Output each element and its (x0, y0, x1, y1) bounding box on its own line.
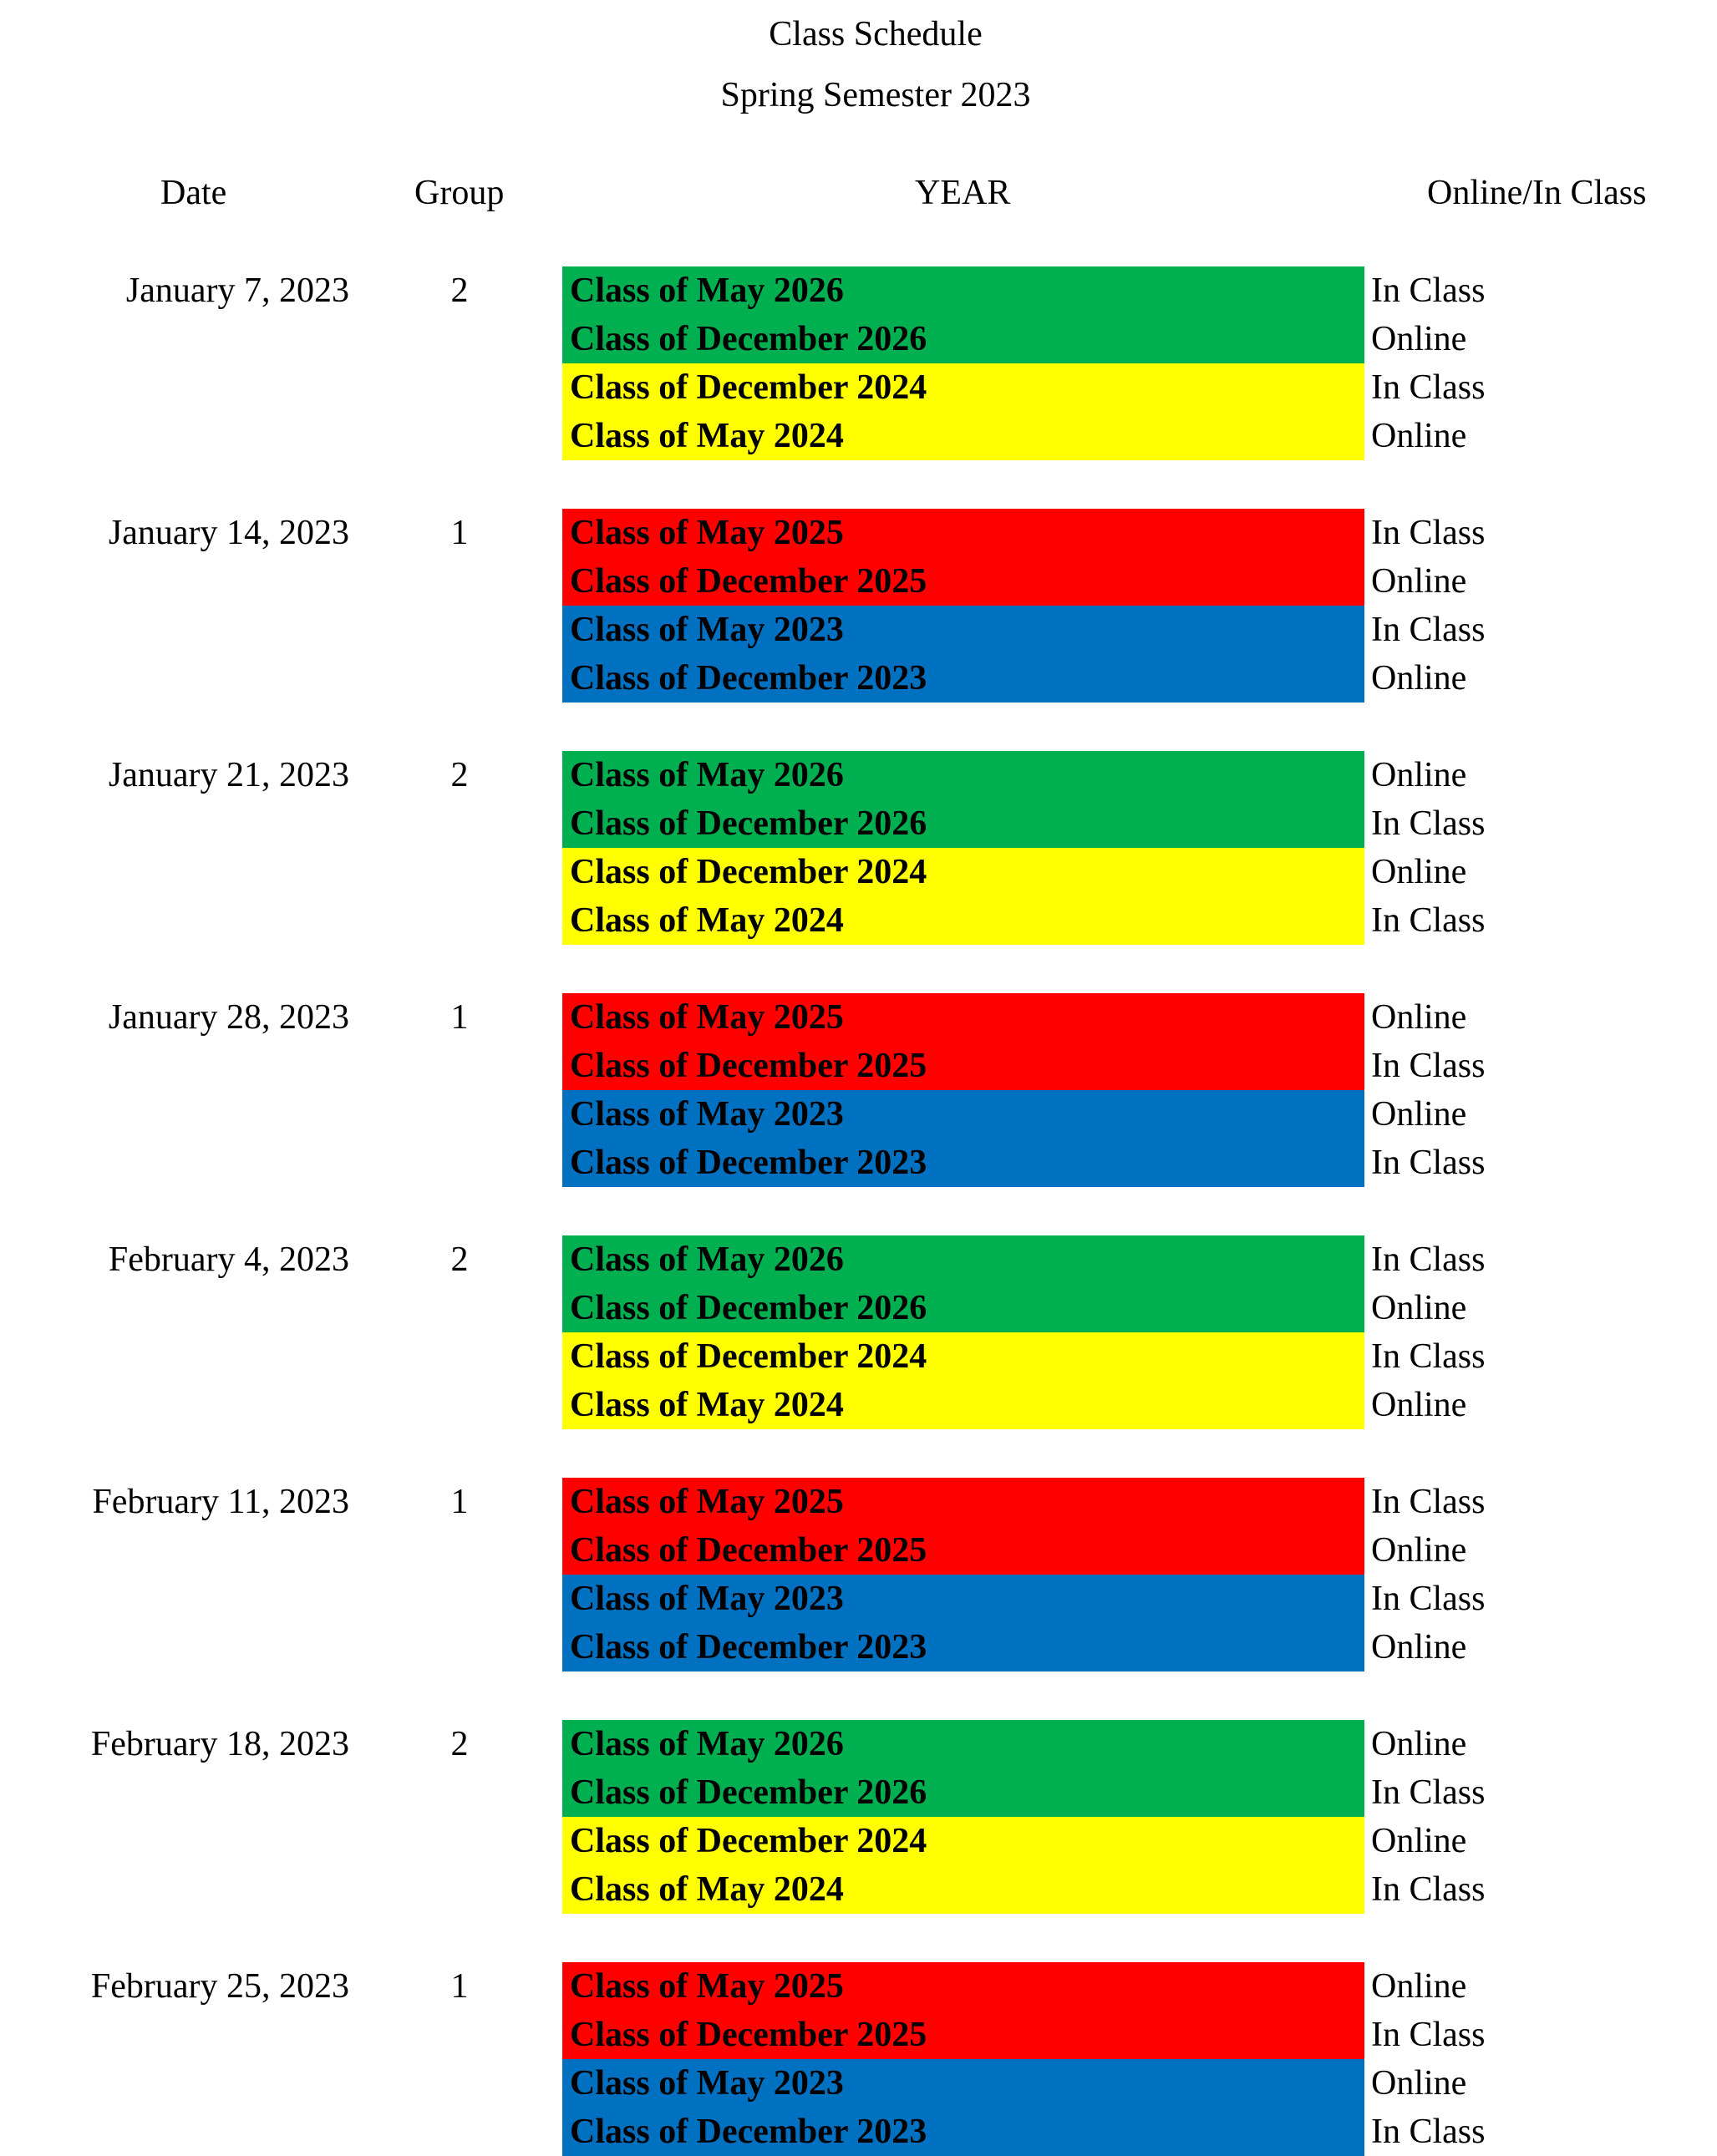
group-cell: 2 (450, 271, 469, 310)
table-row (562, 1478, 1717, 1526)
group-cell: 1 (450, 514, 469, 552)
group-cell: 2 (450, 1240, 469, 1279)
table-row (562, 993, 1717, 1042)
date-cell: February 25, 2023 (90, 1967, 349, 2006)
table-row (562, 606, 1717, 654)
table-row (562, 1381, 1717, 1429)
year-rows (562, 1478, 1717, 1672)
table-row (562, 1768, 1717, 1817)
year-rows (562, 509, 1717, 703)
mode-cell: Online (1371, 1095, 1467, 1134)
schedule-block (0, 1962, 1717, 2156)
year-cell: Class of May 2026 (562, 266, 1364, 315)
year-cell: Class of December 2023 (562, 654, 1364, 703)
year-cell: Class of May 2026 (562, 751, 1364, 799)
table-row (562, 1623, 1717, 1672)
table-row (562, 1575, 1717, 1623)
table-row (562, 557, 1717, 606)
year-cell: Class of December 2024 (562, 363, 1364, 412)
table-row (562, 1235, 1717, 1284)
year-cell: Class of December 2024 (562, 848, 1364, 896)
mode-cell: In Class (1371, 1144, 1486, 1182)
mode-cell: Online (1371, 1531, 1467, 1570)
year-cell: Class of May 2025 (562, 1478, 1364, 1526)
page-subtitle: Spring Semester 2023 (720, 76, 1031, 114)
year-cell: Class of May 2024 (562, 412, 1364, 460)
year-cell: Class of December 2023 (562, 1139, 1364, 1187)
table-row (562, 1865, 1717, 1914)
mode-cell: Online (1371, 562, 1467, 601)
date-cell: January 7, 2023 (125, 271, 349, 310)
mode-cell: Online (1371, 853, 1467, 891)
year-cell: Class of May 2025 (562, 509, 1364, 557)
table-row (562, 799, 1717, 848)
year-cell: Class of May 2023 (562, 606, 1364, 654)
mode-cell: Online (1371, 1822, 1467, 1860)
year-cell: Class of December 2025 (562, 557, 1364, 606)
year-cell: Class of December 2025 (562, 2011, 1364, 2059)
year-cell: Class of December 2024 (562, 1817, 1364, 1865)
mode-cell: Online (1371, 1289, 1467, 1327)
table-row (562, 2011, 1717, 2059)
header-date: Date (160, 174, 227, 212)
mode-cell: In Class (1371, 611, 1486, 649)
schedule-block (0, 266, 1717, 460)
mode-cell: In Class (1371, 1870, 1486, 1909)
table-row (562, 1962, 1717, 2011)
year-rows (562, 1720, 1717, 1914)
year-cell: Class of May 2024 (562, 1381, 1364, 1429)
mode-cell: Online (1371, 1386, 1467, 1424)
table-row (562, 1332, 1717, 1381)
header-group: Group (414, 174, 505, 212)
year-rows (562, 1962, 1717, 2156)
schedule-block (0, 751, 1717, 945)
year-cell: Class of May 2025 (562, 993, 1364, 1042)
mode-cell: Online (1371, 1725, 1467, 1763)
year-cell: Class of May 2024 (562, 1865, 1364, 1914)
table-row (562, 1139, 1717, 1187)
date-cell: January 21, 2023 (108, 756, 349, 794)
year-cell: Class of May 2026 (562, 1235, 1364, 1284)
schedule-block (0, 1235, 1717, 1429)
mode-cell: In Class (1371, 271, 1486, 310)
year-cell: Class of December 2025 (562, 1042, 1364, 1090)
date-cell: January 28, 2023 (108, 998, 349, 1037)
group-cell: 1 (450, 1967, 469, 2006)
group-cell: 2 (450, 756, 469, 794)
table-row (562, 1720, 1717, 1768)
year-cell: Class of December 2023 (562, 1623, 1364, 1672)
table-row (562, 363, 1717, 412)
date-cell: February 11, 2023 (92, 1483, 349, 1521)
year-rows (562, 1235, 1717, 1429)
mode-cell: Online (1371, 659, 1467, 698)
table-row (562, 509, 1717, 557)
mode-cell: In Class (1371, 1047, 1486, 1085)
table-row (562, 2059, 1717, 2108)
schedule-block (0, 1720, 1717, 1914)
table-row (562, 412, 1717, 460)
header-mode: Online/In Class (1427, 174, 1647, 212)
schedule-block (0, 993, 1717, 1187)
schedule-block (0, 509, 1717, 703)
year-cell: Class of May 2024 (562, 896, 1364, 945)
table-row (562, 896, 1717, 945)
year-cell: Class of December 2025 (562, 1526, 1364, 1575)
year-cell: Class of May 2023 (562, 1575, 1364, 1623)
date-cell: February 18, 2023 (90, 1725, 349, 1763)
mode-cell: Online (1371, 756, 1467, 794)
year-rows (562, 751, 1717, 945)
year-cell: Class of December 2026 (562, 1284, 1364, 1332)
table-row (562, 1817, 1717, 1865)
mode-cell: Online (1371, 998, 1467, 1037)
mode-cell: Online (1371, 320, 1467, 358)
mode-cell: Online (1371, 1967, 1467, 2006)
table-row (562, 2108, 1717, 2156)
year-rows (562, 266, 1717, 460)
table-row (562, 1090, 1717, 1139)
mode-cell: In Class (1371, 1773, 1486, 1812)
table-row (562, 1042, 1717, 1090)
year-cell: Class of May 2026 (562, 1720, 1364, 1768)
mode-cell: In Class (1371, 804, 1486, 843)
mode-cell: In Class (1371, 1483, 1486, 1521)
year-cell: Class of December 2026 (562, 1768, 1364, 1817)
mode-cell: In Class (1371, 2016, 1486, 2054)
year-cell: Class of May 2023 (562, 2059, 1364, 2108)
table-row (562, 1526, 1717, 1575)
table-row (562, 266, 1717, 315)
year-cell: Class of December 2026 (562, 799, 1364, 848)
page-title: Class Schedule (769, 15, 983, 53)
year-cell: Class of December 2023 (562, 2108, 1364, 2156)
table-row (562, 654, 1717, 703)
year-cell: Class of December 2024 (562, 1332, 1364, 1381)
table-row (562, 848, 1717, 896)
table-row (562, 1284, 1717, 1332)
mode-cell: In Class (1371, 1580, 1486, 1618)
year-cell: Class of December 2026 (562, 315, 1364, 363)
mode-cell: In Class (1371, 2113, 1486, 2151)
mode-cell: Online (1371, 417, 1467, 455)
schedule-block (0, 1478, 1717, 1672)
group-cell: 1 (450, 1483, 469, 1521)
mode-cell: In Class (1371, 1240, 1486, 1279)
group-cell: 1 (450, 998, 469, 1037)
mode-cell: In Class (1371, 901, 1486, 940)
group-cell: 2 (450, 1725, 469, 1763)
year-cell: Class of May 2023 (562, 1090, 1364, 1139)
table-row (562, 315, 1717, 363)
mode-cell: In Class (1371, 368, 1486, 407)
table-row (562, 751, 1717, 799)
date-cell: February 4, 2023 (108, 1240, 349, 1279)
date-cell: January 14, 2023 (108, 514, 349, 552)
mode-cell: Online (1371, 1628, 1467, 1666)
mode-cell: In Class (1371, 1337, 1486, 1376)
year-rows (562, 993, 1717, 1187)
year-cell: Class of May 2025 (562, 1962, 1364, 2011)
mode-cell: Online (1371, 2064, 1467, 2103)
mode-cell: In Class (1371, 514, 1486, 552)
header-year: YEAR (915, 174, 1011, 212)
